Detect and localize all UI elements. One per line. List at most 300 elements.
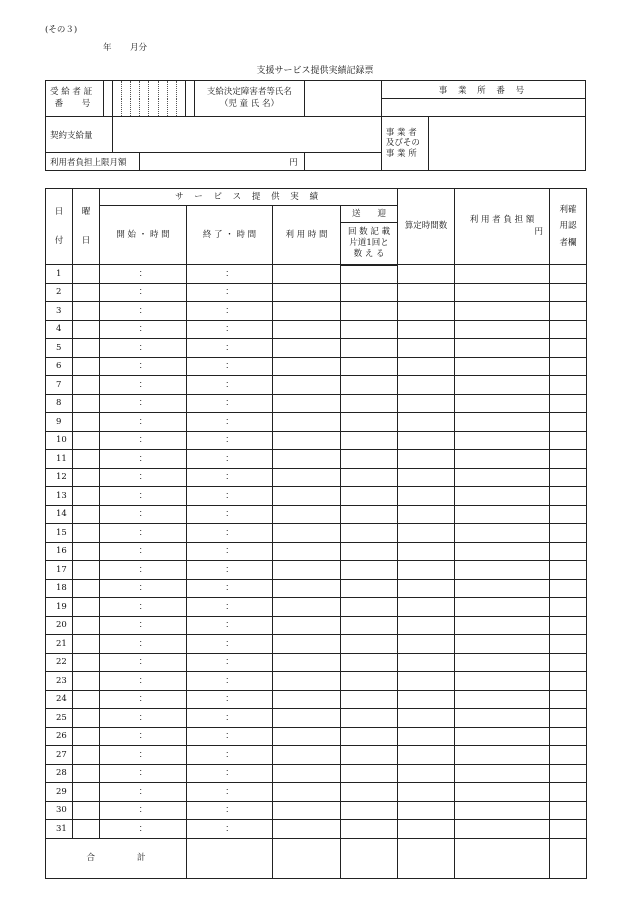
- weekday-cell[interactable]: [73, 431, 100, 450]
- total-end-time[interactable]: [187, 838, 273, 878]
- day-number: 23: [46, 672, 73, 691]
- confirm-cell[interactable]: [550, 801, 587, 820]
- transport-cell[interactable]: [341, 431, 398, 450]
- provider-label: 事 業 者: [385, 128, 417, 139]
- weekday-header: 曜: [81, 206, 91, 217]
- transport-cell[interactable]: [341, 302, 398, 321]
- copay-cell[interactable]: [455, 468, 550, 487]
- confirm-cell[interactable]: [550, 394, 587, 413]
- end-time-cell[interactable]: ：: [187, 320, 273, 339]
- calc-hours-cell[interactable]: [398, 487, 455, 506]
- transport-cell[interactable]: [341, 487, 398, 506]
- calc-hours-cell[interactable]: [398, 339, 455, 358]
- use-time-cell[interactable]: [273, 764, 341, 783]
- end-time-cell[interactable]: ：: [187, 598, 273, 617]
- calc-hours-cell[interactable]: [398, 394, 455, 413]
- transport-cell[interactable]: [341, 524, 398, 543]
- calc-hours-cell[interactable]: [398, 598, 455, 617]
- copay-cell[interactable]: [455, 320, 550, 339]
- copay-cell[interactable]: [455, 783, 550, 802]
- end-time-cell[interactable]: ：: [187, 524, 273, 543]
- cert-digit[interactable]: [149, 81, 158, 117]
- transport-cell[interactable]: [341, 579, 398, 598]
- transport-cell[interactable]: [341, 339, 398, 358]
- confirm-cell[interactable]: [550, 487, 587, 506]
- use-time-cell[interactable]: [273, 820, 341, 839]
- calc-hours-cell[interactable]: [398, 579, 455, 598]
- day-number: 31: [46, 820, 73, 839]
- form-number: (その３): [45, 25, 78, 35]
- weekday-cell[interactable]: [73, 690, 100, 709]
- confirm-cell[interactable]: [550, 690, 587, 709]
- calc-hours-cell[interactable]: [398, 505, 455, 524]
- calc-hours-cell[interactable]: [398, 431, 455, 450]
- calc-hours-cell[interactable]: [398, 820, 455, 839]
- start-time-cell[interactable]: ：: [100, 727, 187, 746]
- start-time-cell[interactable]: ：: [100, 635, 187, 654]
- copay-cell[interactable]: [455, 339, 550, 358]
- weekday-cell[interactable]: [73, 579, 100, 598]
- start-time-cell[interactable]: ：: [100, 579, 187, 598]
- start-time-cell[interactable]: ：: [100, 283, 187, 302]
- copay-cell[interactable]: [455, 690, 550, 709]
- start-time-cell[interactable]: ：: [100, 542, 187, 561]
- transport-cell[interactable]: [341, 598, 398, 617]
- use-time-cell[interactable]: [273, 727, 341, 746]
- day-row: [46, 320, 587, 339]
- day-number: 27: [46, 746, 73, 765]
- end-time-header: 終 了 ・ 時 間: [187, 206, 273, 265]
- copay-cell[interactable]: [455, 598, 550, 617]
- cert-digit[interactable]: [112, 81, 121, 117]
- copay-cell[interactable]: [455, 283, 550, 302]
- copay-cell[interactable]: [455, 579, 550, 598]
- start-time-cell[interactable]: ：: [100, 764, 187, 783]
- day-row: [46, 616, 587, 635]
- weekday-cell[interactable]: [73, 339, 100, 358]
- transport-cell[interactable]: [341, 561, 398, 580]
- start-time-cell[interactable]: ：: [100, 505, 187, 524]
- weekday-cell[interactable]: [73, 820, 100, 839]
- day-row: [46, 542, 587, 561]
- confirm-cell[interactable]: [550, 376, 587, 395]
- use-time-cell[interactable]: [273, 542, 341, 561]
- end-time-cell[interactable]: ：: [187, 783, 273, 802]
- start-time-cell[interactable]: ：: [100, 746, 187, 765]
- copay-cell[interactable]: [455, 801, 550, 820]
- copay-cell[interactable]: [455, 764, 550, 783]
- start-time-cell[interactable]: ：: [100, 339, 187, 358]
- start-time-cell[interactable]: ：: [100, 616, 187, 635]
- transport-cell[interactable]: [341, 616, 398, 635]
- transport-cell[interactable]: [341, 542, 398, 561]
- copay-cell[interactable]: [455, 709, 550, 728]
- cert-digit[interactable]: [103, 81, 112, 117]
- end-time-cell[interactable]: ：: [187, 801, 273, 820]
- weekday-cell[interactable]: [73, 746, 100, 765]
- confirm-cell[interactable]: [550, 339, 587, 358]
- end-time-cell[interactable]: ：: [187, 394, 273, 413]
- total-copay[interactable]: [455, 838, 550, 878]
- start-time-cell[interactable]: ：: [100, 690, 187, 709]
- confirm-cell[interactable]: [550, 672, 587, 691]
- confirm-header: 利確: [559, 205, 577, 216]
- use-time-cell[interactable]: [273, 339, 341, 358]
- end-time-cell[interactable]: ：: [187, 579, 273, 598]
- use-time-cell[interactable]: [273, 635, 341, 654]
- start-time-cell[interactable]: ：: [100, 394, 187, 413]
- end-time-cell[interactable]: ：: [187, 376, 273, 395]
- copay-cell[interactable]: [455, 672, 550, 691]
- cert-digit[interactable]: [185, 81, 194, 117]
- weekday-cell[interactable]: [73, 542, 100, 561]
- start-time-cell[interactable]: ：: [100, 561, 187, 580]
- end-time-cell[interactable]: ：: [187, 357, 273, 376]
- confirm-cell[interactable]: [550, 357, 587, 376]
- weekday-cell[interactable]: [73, 302, 100, 321]
- copay-cell[interactable]: [455, 653, 550, 672]
- calc-hours-cell[interactable]: [398, 468, 455, 487]
- transport-cell[interactable]: [341, 320, 398, 339]
- calc-hours-cell[interactable]: [398, 746, 455, 765]
- confirm-cell[interactable]: [550, 431, 587, 450]
- weekday-cell[interactable]: [73, 505, 100, 524]
- use-time-cell[interactable]: [273, 524, 341, 543]
- day-number: 8: [46, 394, 73, 413]
- end-time-cell[interactable]: ：: [187, 431, 273, 450]
- end-time-cell[interactable]: ：: [187, 820, 273, 839]
- use-time-cell[interactable]: [273, 801, 341, 820]
- weekday-cell[interactable]: [73, 450, 100, 469]
- end-time-cell[interactable]: ：: [187, 616, 273, 635]
- start-time-cell[interactable]: ：: [100, 302, 187, 321]
- copay-cell[interactable]: [455, 394, 550, 413]
- confirm-cell[interactable]: [550, 283, 587, 302]
- day-number: 2: [46, 283, 73, 302]
- use-time-cell[interactable]: [273, 320, 341, 339]
- end-time-cell[interactable]: ：: [187, 727, 273, 746]
- end-time-cell[interactable]: ：: [187, 339, 273, 358]
- service-header: サ ー ビ ス 提 供 実 績: [100, 189, 398, 206]
- weekday-cell[interactable]: [73, 653, 100, 672]
- transport-cell[interactable]: [341, 764, 398, 783]
- confirm-cell[interactable]: [550, 561, 587, 580]
- use-time-cell[interactable]: [273, 672, 341, 691]
- day-number: 10: [46, 431, 73, 450]
- calc-hours-cell[interactable]: [398, 635, 455, 654]
- use-time-cell[interactable]: [273, 394, 341, 413]
- weekday-cell[interactable]: [73, 376, 100, 395]
- weekday-cell[interactable]: [73, 672, 100, 691]
- copay-cell[interactable]: [455, 505, 550, 524]
- cert-digit[interactable]: [158, 81, 167, 117]
- weekday-cell[interactable]: [73, 265, 100, 284]
- calc-hours-cell[interactable]: [398, 524, 455, 543]
- end-time-cell[interactable]: ：: [187, 653, 273, 672]
- copay-cell[interactable]: [455, 524, 550, 543]
- copay-cell[interactable]: [455, 635, 550, 654]
- copay-cell[interactable]: [455, 450, 550, 469]
- day-row: [46, 283, 587, 302]
- end-time-cell[interactable]: ：: [187, 283, 273, 302]
- weekday-cell[interactable]: [73, 783, 100, 802]
- transport-cell[interactable]: [341, 283, 398, 302]
- use-time-cell[interactable]: [273, 709, 341, 728]
- calc-hours-cell[interactable]: [398, 450, 455, 469]
- weekday-cell[interactable]: [73, 616, 100, 635]
- calc-hours-cell[interactable]: [398, 727, 455, 746]
- confirm-cell[interactable]: [550, 783, 587, 802]
- end-time-cell[interactable]: ：: [187, 561, 273, 580]
- weekday-cell[interactable]: [73, 709, 100, 728]
- confirm-cell[interactable]: [550, 653, 587, 672]
- use-time-cell[interactable]: [273, 431, 341, 450]
- use-time-cell[interactable]: [273, 450, 341, 469]
- transport-cell[interactable]: [341, 709, 398, 728]
- copay-cell[interactable]: [455, 376, 550, 395]
- copay-cell[interactable]: [455, 542, 550, 561]
- use-time-cell[interactable]: [273, 598, 341, 617]
- start-time-cell[interactable]: ：: [100, 709, 187, 728]
- end-time-cell[interactable]: ：: [187, 413, 273, 432]
- start-time-cell[interactable]: ：: [100, 598, 187, 617]
- start-time-cell[interactable]: ：: [100, 524, 187, 543]
- copay-cell[interactable]: [455, 413, 550, 432]
- start-time-cell[interactable]: ：: [100, 450, 187, 469]
- weekday-cell[interactable]: [73, 487, 100, 506]
- total-use-time[interactable]: [273, 838, 341, 878]
- transport-cell[interactable]: [341, 672, 398, 691]
- weekday-cell[interactable]: [73, 394, 100, 413]
- use-time-cell[interactable]: [273, 690, 341, 709]
- use-time-cell[interactable]: [273, 505, 341, 524]
- office-number-field[interactable]: [381, 99, 585, 117]
- use-time-cell[interactable]: [273, 376, 341, 395]
- decided-person-label: 支給決定障害者等氏名: [206, 87, 292, 98]
- transport-cell[interactable]: [341, 413, 398, 432]
- confirm-cell[interactable]: [550, 524, 587, 543]
- start-time-cell[interactable]: ：: [100, 801, 187, 820]
- confirm-cell[interactable]: [550, 450, 587, 469]
- calc-hours-cell[interactable]: [398, 783, 455, 802]
- calc-hours-cell[interactable]: [398, 542, 455, 561]
- calc-hours-cell[interactable]: [398, 764, 455, 783]
- start-time-cell[interactable]: ：: [100, 468, 187, 487]
- end-time-cell[interactable]: ：: [187, 468, 273, 487]
- weekday-cell[interactable]: [73, 801, 100, 820]
- total-confirm[interactable]: [550, 838, 587, 878]
- use-time-cell[interactable]: [273, 746, 341, 765]
- confirm-cell[interactable]: [550, 727, 587, 746]
- end-time-cell[interactable]: ：: [187, 487, 273, 506]
- start-time-cell[interactable]: ：: [100, 376, 187, 395]
- weekday-cell[interactable]: [73, 598, 100, 617]
- cert-digit[interactable]: [140, 81, 149, 117]
- confirm-cell[interactable]: [550, 468, 587, 487]
- end-time-cell[interactable]: ：: [187, 542, 273, 561]
- start-time-cell[interactable]: ：: [100, 413, 187, 432]
- start-time-cell[interactable]: ：: [100, 357, 187, 376]
- start-time-cell[interactable]: ：: [100, 783, 187, 802]
- day-number: 26: [46, 727, 73, 746]
- weekday-cell[interactable]: [73, 283, 100, 302]
- day-row: [46, 468, 587, 487]
- transport-cell[interactable]: [341, 653, 398, 672]
- transport-cell[interactable]: [341, 394, 398, 413]
- day-row: [46, 820, 587, 839]
- start-time-cell[interactable]: ：: [100, 672, 187, 691]
- end-time-cell[interactable]: ：: [187, 505, 273, 524]
- transport-cell[interactable]: [341, 505, 398, 524]
- calc-hours-cell[interactable]: [398, 653, 455, 672]
- calc-hours-cell[interactable]: [398, 616, 455, 635]
- day-number: 30: [46, 801, 73, 820]
- use-time-cell[interactable]: [273, 616, 341, 635]
- decided-person-name-field[interactable]: [304, 81, 381, 117]
- start-time-cell[interactable]: ：: [100, 265, 187, 284]
- month-label: 月分: [130, 43, 148, 53]
- transport-cell[interactable]: [341, 727, 398, 746]
- calc-hours-cell[interactable]: [398, 302, 455, 321]
- copay-yen: 円: [534, 226, 544, 237]
- use-time-cell[interactable]: [273, 413, 341, 432]
- use-time-cell[interactable]: [273, 561, 341, 580]
- weekday-cell[interactable]: [73, 635, 100, 654]
- total-transport[interactable]: [341, 838, 398, 878]
- use-time-cell[interactable]: [273, 283, 341, 302]
- provider-field[interactable]: [428, 117, 585, 171]
- end-time-cell[interactable]: ：: [187, 302, 273, 321]
- confirm-cell[interactable]: [550, 764, 587, 783]
- weekday-cell[interactable]: [73, 413, 100, 432]
- copay-cell[interactable]: [455, 357, 550, 376]
- copay-cell[interactable]: [455, 616, 550, 635]
- day-row: [46, 561, 587, 580]
- copay-cell[interactable]: [455, 265, 550, 284]
- use-time-cell[interactable]: [273, 265, 341, 284]
- calc-hours-cell[interactable]: [398, 283, 455, 302]
- weekday-cell[interactable]: [73, 320, 100, 339]
- weekday-cell[interactable]: [73, 764, 100, 783]
- cert-digit[interactable]: [131, 81, 140, 117]
- calc-hours-cell[interactable]: [398, 320, 455, 339]
- use-time-cell[interactable]: [273, 783, 341, 802]
- contract-amount-field[interactable]: [112, 117, 381, 153]
- transport-cell[interactable]: [341, 265, 398, 284]
- start-time-cell[interactable]: ：: [100, 431, 187, 450]
- copay-cell[interactable]: [455, 487, 550, 506]
- confirm-cell[interactable]: [550, 302, 587, 321]
- cert-digit[interactable]: [176, 81, 185, 117]
- confirm-cell[interactable]: [550, 709, 587, 728]
- confirm-cell[interactable]: [550, 598, 587, 617]
- day-number: 3: [46, 302, 73, 321]
- confirm-cell[interactable]: [550, 413, 587, 432]
- use-time-cell[interactable]: [273, 468, 341, 487]
- transport-cell[interactable]: [341, 376, 398, 395]
- calc-hours-cell[interactable]: [398, 265, 455, 284]
- start-time-cell[interactable]: ：: [100, 320, 187, 339]
- confirm-cell[interactable]: [550, 320, 587, 339]
- end-time-cell[interactable]: ：: [187, 746, 273, 765]
- confirm-cell[interactable]: [550, 820, 587, 839]
- confirm-cell[interactable]: [550, 616, 587, 635]
- transport-cell[interactable]: [341, 820, 398, 839]
- day-number: 17: [46, 561, 73, 580]
- end-time-cell[interactable]: ：: [187, 635, 273, 654]
- transport-cell[interactable]: [341, 690, 398, 709]
- calc-hours-cell[interactable]: [398, 357, 455, 376]
- copay-cell[interactable]: [455, 561, 550, 580]
- calc-hours-cell[interactable]: [398, 801, 455, 820]
- copay-cell[interactable]: [455, 727, 550, 746]
- day-row: [46, 357, 587, 376]
- end-time-cell[interactable]: ：: [187, 764, 273, 783]
- copay-cell[interactable]: [455, 431, 550, 450]
- day-row: [46, 524, 587, 543]
- copay-cell[interactable]: [455, 820, 550, 839]
- confirm-cell[interactable]: [550, 635, 587, 654]
- cert-digit[interactable]: [122, 81, 131, 117]
- calc-hours-cell[interactable]: [398, 690, 455, 709]
- use-time-cell[interactable]: [273, 487, 341, 506]
- weekday-cell[interactable]: [73, 561, 100, 580]
- start-time-cell[interactable]: ：: [100, 820, 187, 839]
- end-time-cell[interactable]: ：: [187, 672, 273, 691]
- transport-cell[interactable]: [341, 746, 398, 765]
- confirm-cell[interactable]: [550, 542, 587, 561]
- confirm-cell[interactable]: [550, 505, 587, 524]
- calc-hours-cell[interactable]: [398, 672, 455, 691]
- end-time-cell[interactable]: ：: [187, 450, 273, 469]
- weekday-cell[interactable]: [73, 524, 100, 543]
- weekday-cell[interactable]: [73, 468, 100, 487]
- calc-hours-cell[interactable]: [398, 561, 455, 580]
- end-time-cell[interactable]: ：: [187, 265, 273, 284]
- calc-hours-cell[interactable]: [398, 413, 455, 432]
- confirm-cell[interactable]: [550, 265, 587, 284]
- use-time-cell[interactable]: [273, 653, 341, 672]
- calc-hours-cell[interactable]: [398, 709, 455, 728]
- use-time-cell[interactable]: [273, 579, 341, 598]
- calc-hours-cell[interactable]: [398, 376, 455, 395]
- end-time-cell[interactable]: ：: [187, 709, 273, 728]
- cert-digit[interactable]: [167, 81, 176, 117]
- total-calc-hours[interactable]: [398, 838, 455, 878]
- use-time-cell[interactable]: [273, 357, 341, 376]
- start-time-cell[interactable]: ：: [100, 653, 187, 672]
- transport-cell[interactable]: [341, 450, 398, 469]
- transport-cell[interactable]: [341, 635, 398, 654]
- transport-cell[interactable]: [341, 468, 398, 487]
- confirm-cell[interactable]: [550, 746, 587, 765]
- end-time-cell[interactable]: ：: [187, 690, 273, 709]
- day-number: 13: [46, 487, 73, 506]
- transport-cell[interactable]: [341, 357, 398, 376]
- use-time-cell[interactable]: [273, 302, 341, 321]
- weekday-cell[interactable]: [73, 357, 100, 376]
- transport-cell[interactable]: [341, 783, 398, 802]
- weekday-cell[interactable]: [73, 727, 100, 746]
- copay-cell[interactable]: [455, 746, 550, 765]
- day-row: [46, 487, 587, 506]
- transport-cell[interactable]: [341, 801, 398, 820]
- confirm-cell[interactable]: [550, 579, 587, 598]
- start-time-cell[interactable]: ：: [100, 487, 187, 506]
- copay-cell[interactable]: [455, 302, 550, 321]
- copay-limit-blank: [304, 153, 381, 171]
- copay-limit-field[interactable]: [140, 153, 304, 171]
